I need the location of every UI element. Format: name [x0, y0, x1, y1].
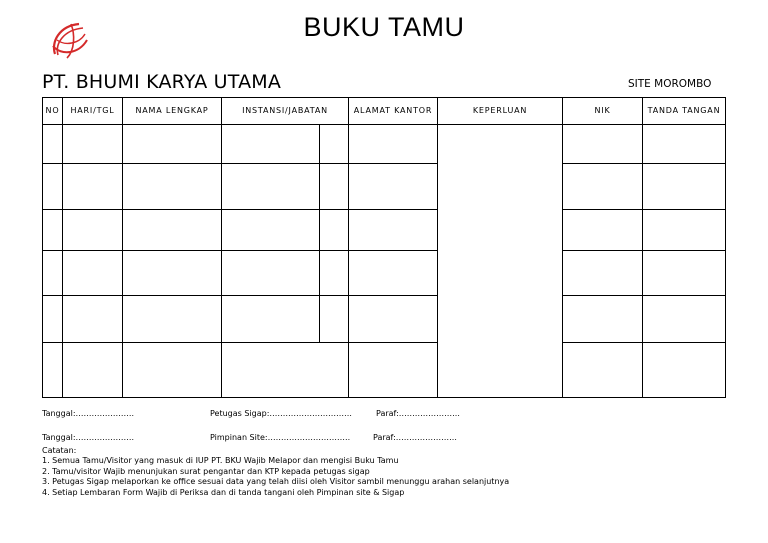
header-instansi-jabatan: INSTANSI/JABATAN [242, 106, 328, 115]
header-tanda-tangan: TANDA TANGAN [647, 106, 721, 115]
header-nik: NIK [594, 106, 611, 115]
tanggal-field-2: Tanggal:…………………. [42, 433, 135, 442]
notes-section [42, 446, 509, 498]
notes-title: Catatan: [42, 446, 77, 455]
header-keperluan: KEPERLUAN [472, 106, 528, 115]
header-hari-tgl: HARI/TGL [70, 106, 115, 115]
tanggal-field-1: Tanggal:…………………. [42, 409, 135, 418]
site-name: SITE MOROMBO [628, 78, 712, 90]
note-item: 4. Setiap Lembaran Form Wajib di Periksa dan di tanda tangani oleh Pimpinan site & Sigap [42, 487, 405, 497]
table-border [43, 98, 726, 398]
paraf-field-1: Paraf:………………….. [376, 409, 460, 418]
note-item: 1. Semua Tamu/Visitor yang masuk di IUP PT. BKU Wajib Melapor dan mengisi Buku Tamu [42, 456, 399, 466]
header-no: NO [45, 106, 60, 115]
paraf-field-2: Paraf:………………….. [373, 433, 457, 442]
pimpinan-site-field: Pimpinan Site:…………………………. [210, 433, 351, 442]
company-name: PT. BHUMI KARYA UTAMA [42, 71, 282, 93]
note-item: 2. Tamu/visitor Wajib menunjukan surat pengantar dan KTP kepada petugas sigap [42, 466, 370, 476]
document-title: BUKU TAMU [303, 12, 465, 42]
header-alamat-kantor: ALAMAT KANTOR [353, 106, 433, 115]
header-nama-lengkap: NAMA LENGKAP [135, 106, 209, 115]
note-item: 3. Petugas Sigap melaporkan ke office sesuai data yang telah diisi oleh Visitor sambil menunggu arahan selanjutnya [42, 477, 510, 487]
petugas-sigap-field: Petugas Sigap:…………………………. [210, 409, 352, 418]
